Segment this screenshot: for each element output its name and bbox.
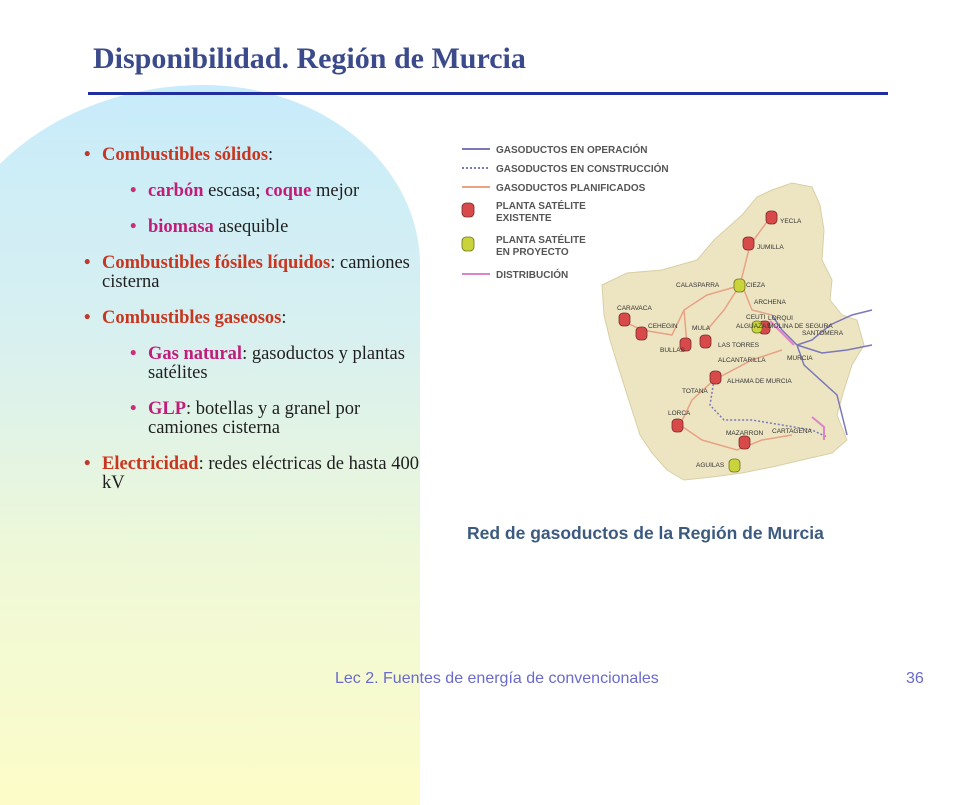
town-alguazas: ALGUAZAS xyxy=(736,323,771,330)
map-legend xyxy=(462,143,669,281)
bullet-item xyxy=(82,254,422,292)
town-caravaca: CARAVACA xyxy=(617,305,652,312)
bullet-keyword: coque xyxy=(265,181,312,201)
town-lorqui: LORQUI xyxy=(768,315,793,322)
bullet-keyword: Combustibles sólidos xyxy=(102,145,269,165)
plant-yecla xyxy=(766,211,777,224)
town-alhama: ALHAMA DE MURCIA xyxy=(727,378,792,385)
town-cieza: CIEZA xyxy=(746,282,766,289)
bullet-text: : xyxy=(281,308,287,328)
plant-alhama xyxy=(710,371,721,384)
legend-distribution: DISTRIBUCIÓN xyxy=(496,270,569,281)
plant-cieza xyxy=(734,279,745,292)
bullet-keyword: biomasa xyxy=(148,217,214,237)
bullet-keyword: carbón xyxy=(148,181,204,201)
gas-pipeline-map xyxy=(452,135,882,490)
town-las-torres: LAS TORRES xyxy=(718,342,759,349)
plant-cehegin xyxy=(636,327,647,340)
town-cartagena: CARTAGENA xyxy=(772,428,812,435)
town-archena: ARCHENA xyxy=(754,299,786,306)
slide-title: Disponibilidad. Región de Murcia xyxy=(93,42,526,75)
town-calasparra: CALASPARRA xyxy=(676,282,720,289)
legend-project-plant-2: EN PROYECTO xyxy=(496,247,569,258)
town-cehegin: CEHEGIN xyxy=(648,323,678,330)
legend-project-plant-1: PLANTA SATÉLITE xyxy=(496,235,586,246)
bullet-text: : camiones cisterna xyxy=(102,253,410,292)
town-santomera: SANTOMERA xyxy=(802,330,844,337)
plant-mula xyxy=(700,335,711,348)
plant-lorca xyxy=(672,419,683,432)
bullet-text: : xyxy=(268,145,274,165)
bullet-keyword: Combustibles gaseosos xyxy=(102,308,282,328)
bullet-text: : redes eléctricas de hasta 400 kV xyxy=(102,454,419,493)
project-plant-icon xyxy=(462,237,474,251)
bullet-item xyxy=(82,146,422,165)
sub-bullet-item xyxy=(128,345,422,383)
legend-existing-plant-2: EXISTENTE xyxy=(496,213,552,224)
town-bullas: BULLAS xyxy=(660,347,685,354)
bullet-text: mejor xyxy=(311,181,360,201)
page-number: 36 xyxy=(906,670,924,687)
town-yecla: YECLA xyxy=(780,218,802,225)
town-lorca: LORCA xyxy=(668,410,691,417)
sub-bullet-item xyxy=(128,218,422,237)
sub-bullet-item xyxy=(128,182,422,201)
town-murcia: MURCIA xyxy=(787,355,813,362)
town-mazarron: MAZARRON xyxy=(726,430,764,437)
plant-jumilla xyxy=(743,237,754,250)
town-aguilas: AGUILAS xyxy=(696,462,725,469)
bullet-keyword: Electricidad xyxy=(102,454,199,474)
town-jumilla: JUMILLA xyxy=(757,244,784,251)
town-ceuti: CEUTI xyxy=(746,314,766,321)
bullet-text: asequible xyxy=(213,217,289,237)
sub-bullet-item xyxy=(128,400,422,438)
town-alcantarilla: ALCANTARILLA xyxy=(718,357,766,364)
legend-operation: GASODUCTOS EN OPERACIÓN xyxy=(496,145,648,156)
plant-mazarron xyxy=(739,436,750,449)
town-mula: MULA xyxy=(692,325,711,332)
bullet-keyword: Gas natural xyxy=(148,344,243,364)
legend-construction: GASODUCTOS EN CONSTRUCCIÓN xyxy=(496,164,669,175)
bullet-item xyxy=(82,455,422,493)
bullet-text: : botellas y a granel por camiones cisterna xyxy=(148,399,361,438)
bullet-item xyxy=(82,309,422,328)
bullet-text: : gasoductos y plantas satélites xyxy=(148,344,405,383)
plant-caravaca xyxy=(619,313,630,326)
bullet-keyword: GLP xyxy=(148,399,187,419)
bullet-list xyxy=(82,146,422,510)
plant-aguilas xyxy=(729,459,740,472)
town-totana: TOTANA xyxy=(682,388,708,395)
bullet-keyword: Combustibles fósiles líquidos xyxy=(102,253,331,273)
legend-existing-plant-1: PLANTA SATÉLITE xyxy=(496,201,586,212)
map-caption: Red de gasoductos de la Región de Murcia xyxy=(467,523,824,543)
town-molina: MOLINA DE SEGURA xyxy=(768,323,833,330)
bullet-text: escasa; xyxy=(203,181,266,201)
legend-planned: GASODUCTOS PLANIFICADOS xyxy=(496,183,646,194)
slide-footer: Lec 2. Fuentes de energía de convencionales xyxy=(335,670,659,687)
existing-plant-icon xyxy=(462,203,474,217)
title-underline xyxy=(88,92,888,95)
